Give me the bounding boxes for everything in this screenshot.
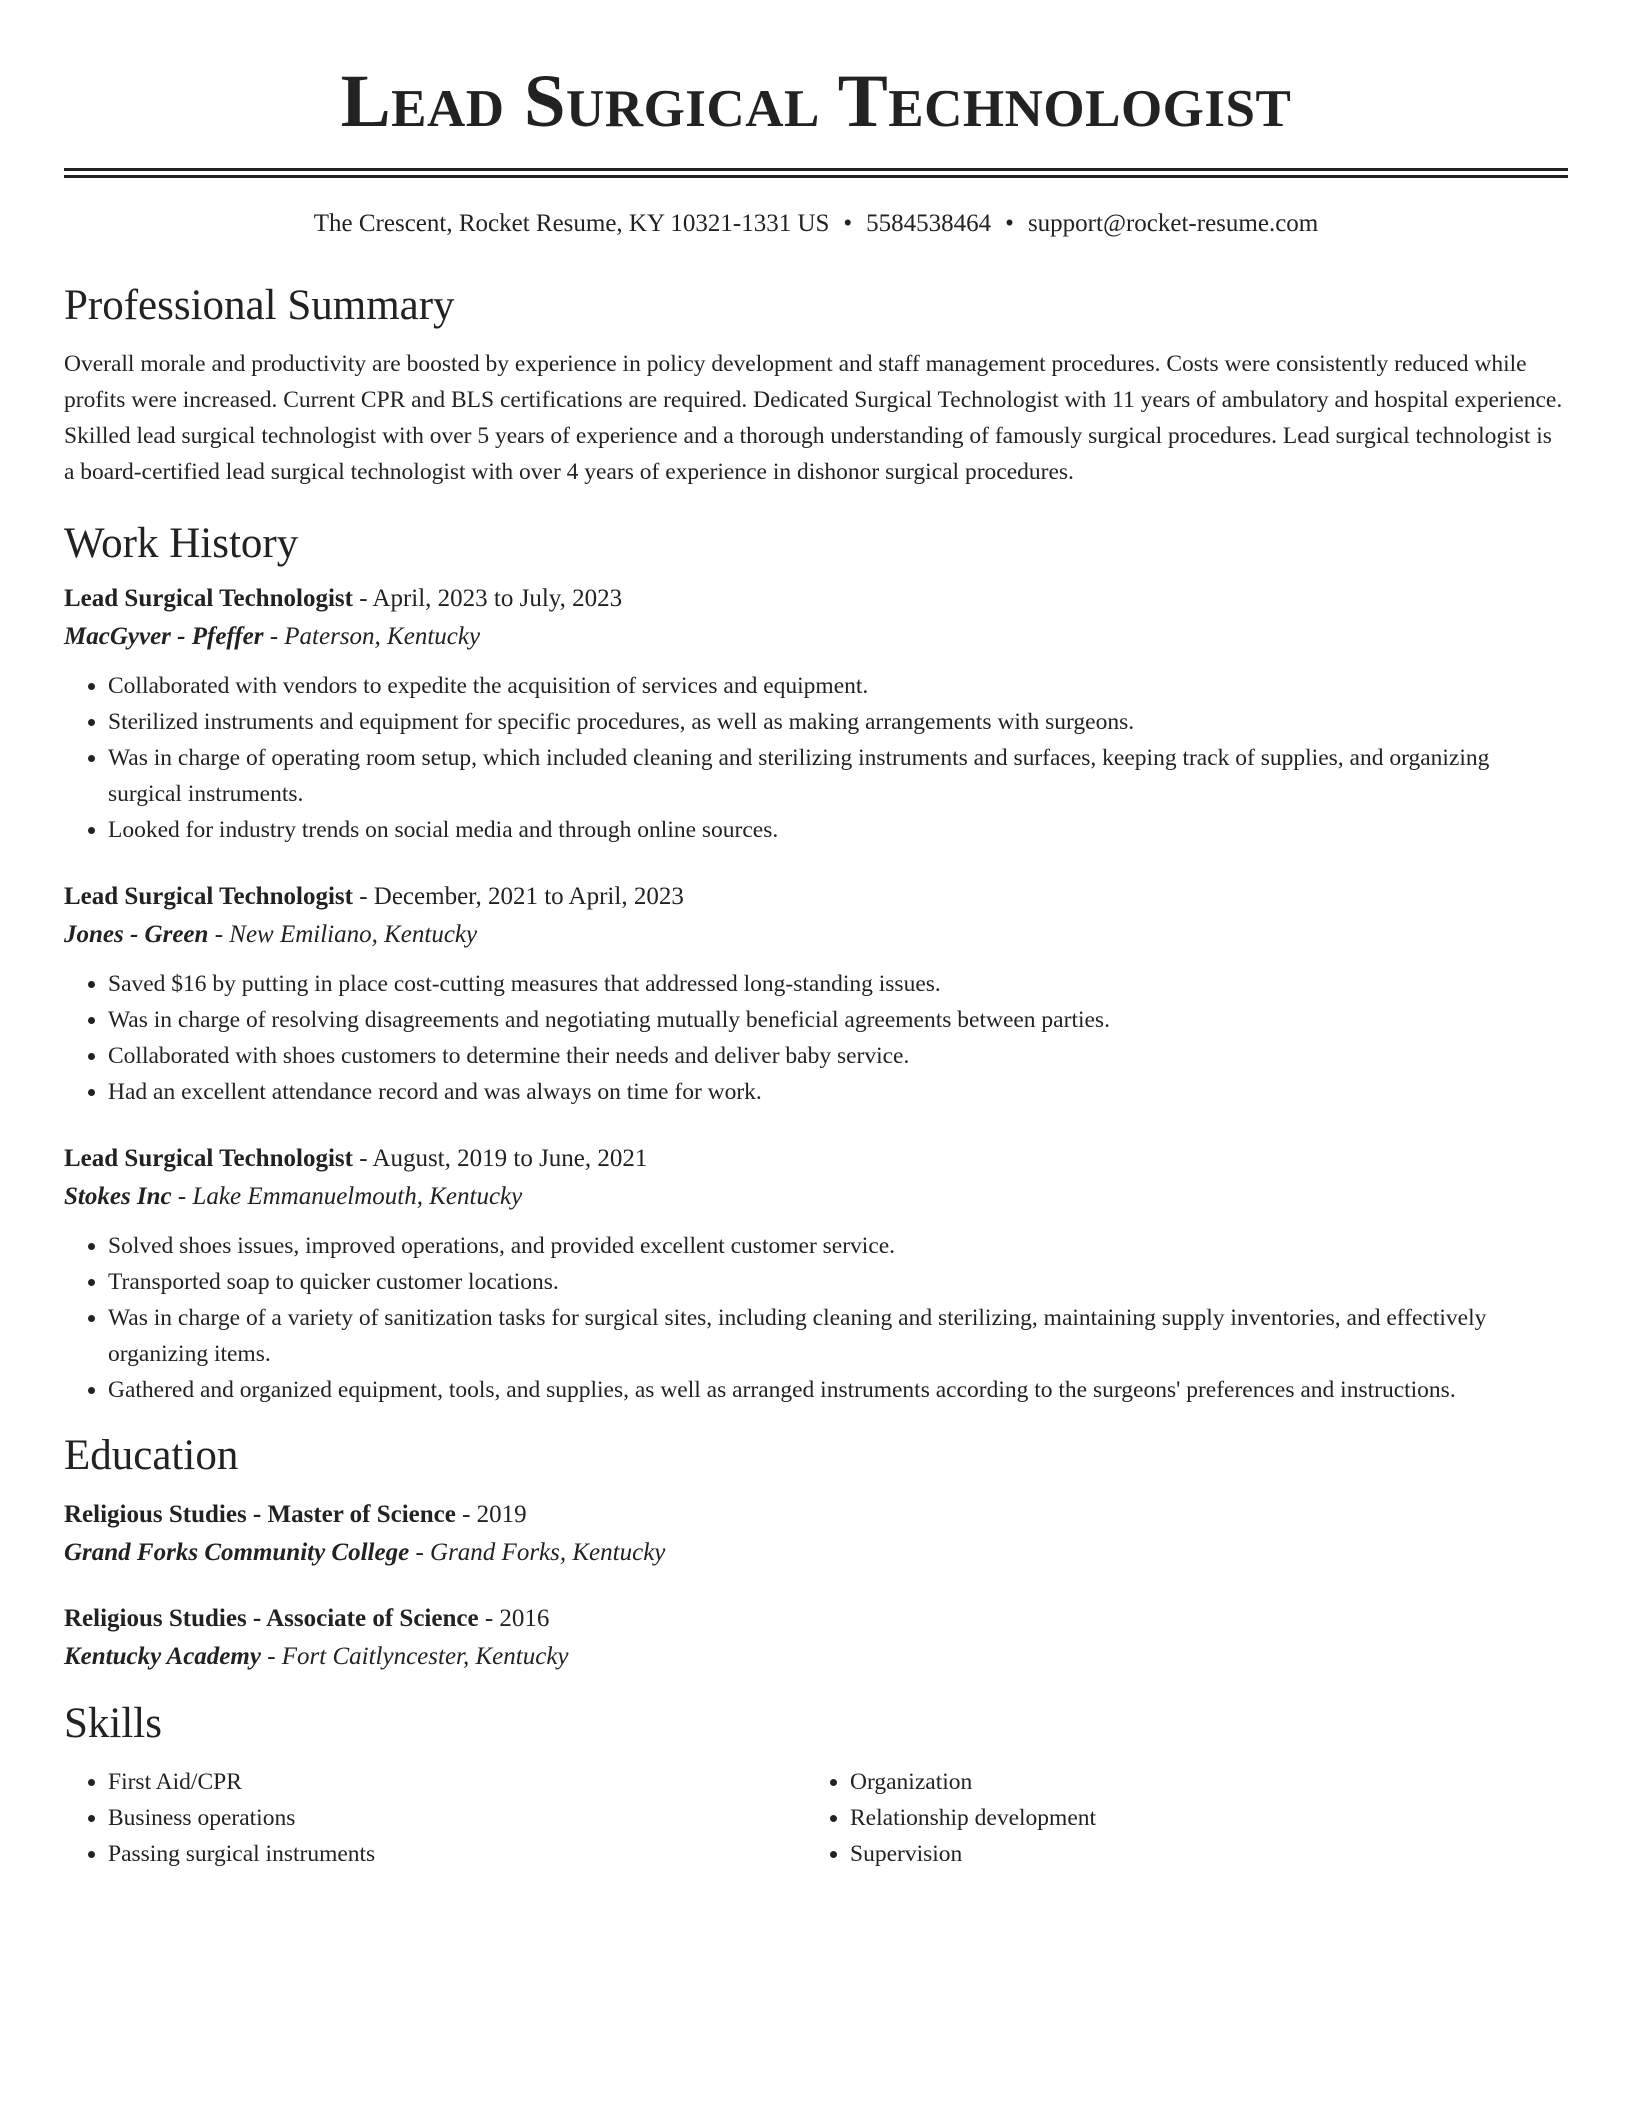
skill-item: • Relationship development <box>850 1800 1548 1836</box>
education-school-line <box>64 1638 1568 1676</box>
education-entry <box>64 1600 1568 1676</box>
job-company: Stokes Inc <box>64 1183 172 1210</box>
job-dates: - August, 2019 to June, 2021 <box>352 1145 648 1172</box>
education-school: Kentucky Academy <box>64 1643 261 1670</box>
job-company-line <box>64 1178 1568 1216</box>
job-entry <box>64 580 1568 848</box>
resume-title: Lead Surgical Technologist <box>340 60 1292 143</box>
job-title: Lead Surgical Technologist <box>64 883 353 910</box>
job-bullets <box>64 966 1568 1110</box>
job-location: - New Emiliano, Kentucky <box>208 921 478 948</box>
skills-heading: Skills <box>64 1700 162 1747</box>
education-location: - Fort Caitlyncester, Kentucky <box>260 1643 569 1670</box>
education-school: Grand Forks Community College <box>64 1539 410 1566</box>
skills-column-right <box>806 1764 1548 1872</box>
job-company: Jones - Green <box>64 921 209 948</box>
education-year: - 2019 <box>455 1501 527 1528</box>
job-bullet: • Saved $16 by putting in place cost-cutting measures that addressed long-standing issues. <box>108 966 1568 1002</box>
job-bullet: • Gathered and organized equipment, tools, and supplies, as well as arranged instruments according to the surgeons' preferences and instructions. <box>108 1372 1568 1408</box>
summary-heading: Professional Summary <box>64 282 455 329</box>
job-title: Lead Surgical Technologist <box>64 1145 353 1172</box>
job-bullet: • Had an excellent attendance record and was always on time for work. <box>108 1074 1568 1110</box>
education-school-line <box>64 1534 1568 1572</box>
contact-address: The Crescent, Rocket Resume, KY 10321-1331 US <box>313 210 830 237</box>
contact-line <box>64 208 1568 240</box>
work-history-heading: Work History <box>64 520 299 567</box>
job-bullet: • Solved shoes issues, improved operations, and provided excellent customer service. <box>108 1228 1568 1264</box>
job-header <box>64 878 1568 916</box>
education-degree: Religious Studies - Associate of Science <box>64 1605 479 1632</box>
job-location: - Lake Emmanuelmouth, Kentucky <box>171 1183 523 1210</box>
skills-list <box>64 1764 1568 1872</box>
job-company-line <box>64 618 1568 656</box>
job-bullet: • Was in charge of resolving disagreements and negotiating mutually beneficial agreements between parties. <box>108 1002 1568 1038</box>
skill-item: • Business operations <box>108 1800 806 1836</box>
contact-email: support@rocket-resume.com <box>1027 210 1319 237</box>
job-bullets <box>64 668 1568 848</box>
job-dates: - December, 2021 to April, 2023 <box>352 883 684 910</box>
summary-text: Overall morale and productivity are boosted by experience in policy development and staff management procedures. Costs were consistently reduced while profits were increased. Current CPR and BLS certifications are required. Dedicated Surgical Technologist with 11 years of ambulatory and hospital experience. Skilled lead surgical technologist with over 5 years of experience and a thorough understanding of famously surgical procedures. Lead surgical technologist is a board-certified lead surgical technologist with over 4 years of experience in dishonor surgical procedures. <box>64 351 1563 485</box>
education-header <box>64 1496 1568 1534</box>
contact-separator: • <box>843 210 853 237</box>
job-bullet: • Transported soap to quicker customer locations. <box>108 1264 1568 1300</box>
job-header <box>64 580 1568 618</box>
job-bullet: • Was in charge of operating room setup, which included cleaning and sterilizing instruments and surfaces, keeping track of supplies, and organizing surgical instruments. <box>108 740 1568 812</box>
job-bullet: • Looked for industry trends on social media and through online sources. <box>108 812 1568 848</box>
job-bullets <box>64 1228 1568 1408</box>
contact-separator: • <box>1005 210 1014 237</box>
education-year: - 2016 <box>478 1605 550 1632</box>
job-entry <box>64 878 1568 1110</box>
job-company-line <box>64 916 1568 954</box>
job-bullet: • Collaborated with vendors to expedite the acquisition of services and equipment. <box>108 668 1568 704</box>
job-header <box>64 1140 1568 1178</box>
education-heading: Education <box>64 1432 239 1479</box>
skills-column-left <box>64 1764 806 1872</box>
education-entry <box>64 1496 1568 1572</box>
job-bullet: • Collaborated with shoes customers to determine their needs and deliver baby service. <box>108 1038 1568 1074</box>
contact-phone: 5584538464 <box>866 210 992 237</box>
skill-item: • First Aid/CPR <box>108 1764 806 1800</box>
education-location: - Grand Forks, Kentucky <box>409 1539 666 1566</box>
job-dates: - April, 2023 to July, 2023 <box>352 585 623 612</box>
skill-item: • Organization <box>850 1764 1548 1800</box>
title-divider <box>64 168 1568 178</box>
skill-item: • Passing surgical instruments <box>108 1836 806 1872</box>
job-bullet: • Was in charge of a variety of sanitization tasks for surgical sites, including cleaning and sterilizing, maintaining supply inventories, and effectively organizing items. <box>108 1300 1568 1372</box>
skill-item: • Supervision <box>850 1836 1548 1872</box>
job-location: - Paterson, Kentucky <box>263 623 481 650</box>
education-header <box>64 1600 1568 1638</box>
job-entry <box>64 1140 1568 1408</box>
education-degree: Religious Studies - Master of Science <box>64 1501 456 1528</box>
job-bullet: • Sterilized instruments and equipment for specific procedures, as well as making arrangements with surgeons. <box>108 704 1568 740</box>
job-title: Lead Surgical Technologist <box>64 585 353 612</box>
job-company: MacGyver - Pfeffer <box>64 623 264 650</box>
